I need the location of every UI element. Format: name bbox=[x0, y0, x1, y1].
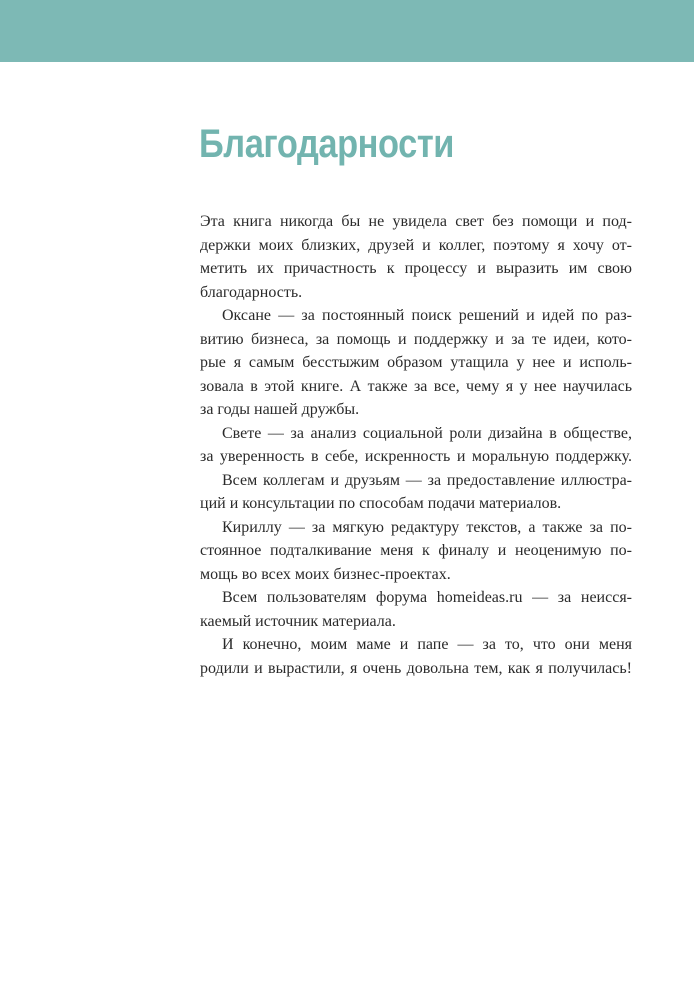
text-line: Всем коллегам и друзьям — за предоставление иллюстра- bbox=[222, 471, 632, 489]
text-line: витию бизнеса, за помощь и поддержку и за те идеи, кото- bbox=[200, 330, 632, 348]
text-line: ций и консультации по способам подачи материалов. bbox=[200, 495, 562, 512]
text-line: И конечно, моим маме и папе — за то, что они меня bbox=[222, 636, 632, 653]
text-line: стоянное подталкивание меня к финалу и неоценимую по- bbox=[200, 542, 632, 559]
text-line: родили и вырастили, я очень довольна тем, как я получилась! bbox=[200, 659, 632, 677]
acknowledgements-text bbox=[200, 210, 632, 680]
header-band bbox=[0, 0, 694, 62]
text-line: за уверенность в себе, искренность и моральную поддержку. bbox=[200, 448, 632, 465]
text-line: за годы нашей дружбы. bbox=[200, 401, 360, 418]
text-line: Свете — за анализ социальной роли дизайна в обществе, bbox=[222, 424, 632, 442]
page-title: Благодарности bbox=[199, 122, 455, 166]
text-line: Всем пользователям форума homeideas.ru — за неисся- bbox=[222, 589, 632, 606]
text-line: Оксане — за постоянный поиск решений и идей по раз- bbox=[222, 307, 632, 324]
text-line: мощь во всех моих бизнес-проектах. bbox=[200, 565, 451, 583]
text-line: благодарность. bbox=[200, 283, 303, 301]
text-line: Кириллу — за мягкую редактуру текстов, а также за по- bbox=[222, 518, 632, 536]
text-line: зовала в этой книге. А также за все, чему я у нее научилась bbox=[200, 377, 632, 395]
text-line: метить их причастность к процессу и выразить им свою bbox=[200, 260, 632, 277]
text-line: держки моих близких, друзей и коллег, поэтому я хочу от- bbox=[200, 236, 632, 254]
text-line: рые я самым бесстыжим образом утащила у нее и исполь- bbox=[200, 354, 632, 371]
text-line: каемый источник материала. bbox=[200, 612, 396, 630]
text-line: Эта книга никогда бы не увидела свет без помощи и под- bbox=[200, 213, 632, 230]
